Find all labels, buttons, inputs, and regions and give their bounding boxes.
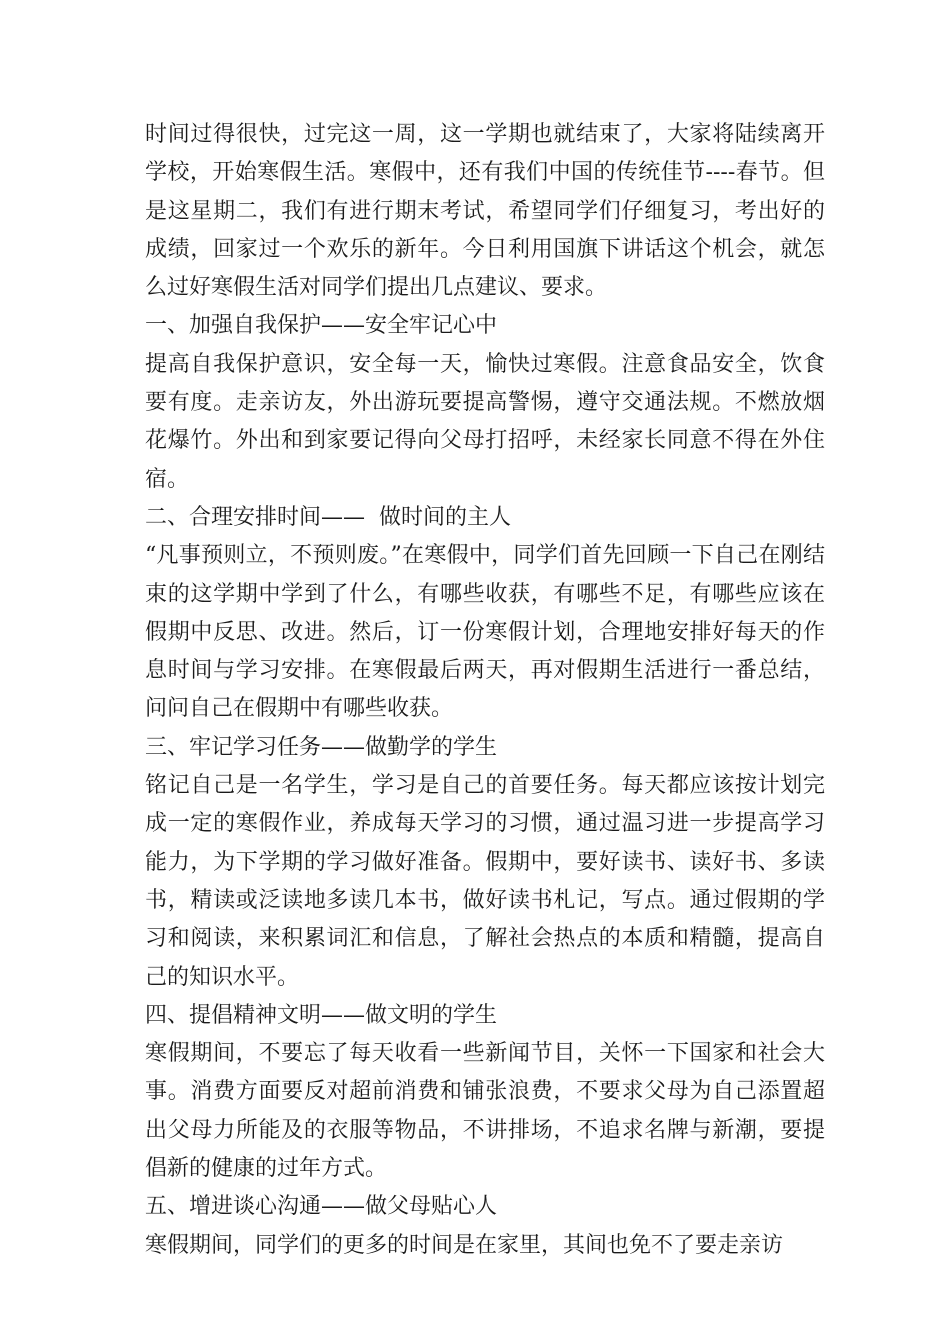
section-heading-1: 一、加强自我保护——安全牢记心中	[145, 313, 498, 339]
section-heading-2: 二、合理安排时间—— 做时间的主人	[145, 504, 511, 530]
section-paragraph-1: 提高自我保护意识，安全每一天，愉快过寒假。注意食品安全，饮食要有度。走亲访友，外出游玩要提高警惕，遵守交通法规。不燃放烟花爆竹。外出和到家要记得向父母打招呼，未经家长同意不得在外住宿。	[145, 351, 825, 492]
section-paragraph-5: 寒假期间，同学们的更多的时间是在家里，其间也免不了要走亲访	[145, 1232, 784, 1258]
section-heading-5: 五、增进谈心沟通——做父母贴心人	[145, 1194, 498, 1220]
section-paragraph-2: “凡事预则立，不预则废。”在寒假中，同学们首先回顾一下自己在刚结束的这学期中学到了什么，有哪些收获，有哪些不足，有哪些应该在假期中反思、改进。然后，订一份寒假计划，合理地安排好每天的作息时间与学习安排。在寒假最后两天，再对假期生活进行一番总结，问问自己在假期中有哪些收获。	[145, 543, 825, 722]
section-heading-3: 三、牢记学习任务——做勤学的学生	[145, 734, 498, 760]
section-heading-4: 四、提倡精神文明——做文明的学生	[145, 1002, 498, 1028]
section-paragraph-4: 寒假期间，不要忘了每天收看一些新闻节目，关怀一下国家和社会大事。消费方面要反对超前消费和铺张浪费，不要求父母为自己添置超出父母力所能及的衣服等物品，不讲排场，不追求名牌与新潮，要提倡新的健康的过年方式。	[145, 1041, 825, 1182]
section-paragraph-3: 铭记自己是一名学生，学习是自己的首要任务。每天都应该按计划完成一定的寒假作业，养成每天学习的习惯，通过温习进一步提高学习能力，为下学期的学习做好准备。假期中，要好读书、读好书、多读书，精读或泛读地多读几本书，做好读书札记，写点。通过假期的学习和阅读，来积累词汇和信息，了解社会热点的本质和精髓，提高自己的知识水平。	[145, 773, 825, 990]
document-body	[145, 116, 825, 1265]
intro-paragraph: 时间过得很快，过完这一周，这一学期也就结束了，大家将陆续离开学校，开始寒假生活。寒假中，还有我们中国的传统佳节----春节。但是这星期二，我们有进行期末考试，希望同学们仔细复习，考出好的成绩，回家过一个欢乐的新年。今日利用国旗下讲话这个机会，就怎么过好寒假生活对同学们提出几点建议、要求。	[145, 122, 825, 301]
